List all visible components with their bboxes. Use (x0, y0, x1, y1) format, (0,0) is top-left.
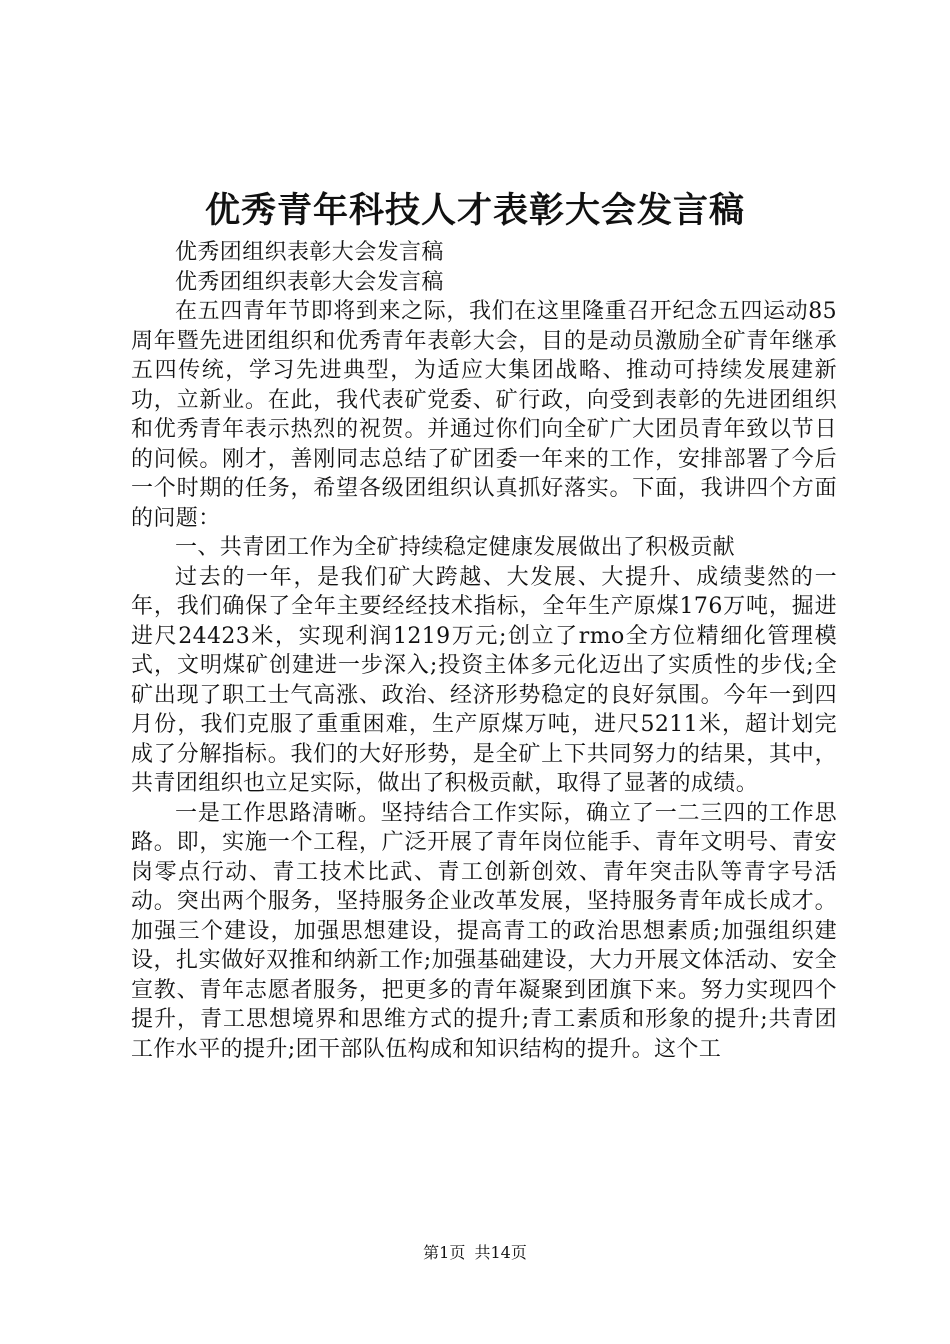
document-body (131, 238, 837, 1064)
section-heading-1: 一、共青团工作为全矿持续稳定健康发展做出了积极贡献 (175, 535, 736, 560)
paragraph-work-approach: 一是工作思路清晰。坚持结合工作实际，确立了一二三四的工作思路。即，实施一个工程，广泛开展了青年岗位能手、青年文明号、青安岗零点行动、青工技术比武、青工创新创效、青年突击队等青字号活动。突出两个服务，坚持服务企业改革发展，坚持服务青年成长成才。加强三个建设，加强思想建设，提高青工的政治思想素质;加强组织建设，扎实做好双推和纳新工作;加强基础建设，大力开展文体活动、安全宣教、青年志愿者服务，把更多的青年凝聚到团旗下来。努力实现四个提升，青工思想境界和思维方式的提升;青工素质和形象的提升;共青团工作水平的提升;团干部队伍构成和知识结构的提升。这个工 (131, 800, 837, 1062)
paragraph-subtitle-1: 优秀团组织表彰大会发言稿 (175, 240, 444, 265)
page-total: 共14页 (474, 1243, 527, 1262)
page-footer (0, 1241, 950, 1265)
paragraph-intro: 在五四青年节即将到来之际，我们在这里隆重召开纪念五四运动85周年暨先进团组织和优秀青年表彰大会，目的是动员激励全矿青年继承五四传统，学习先进典型，为适应大集团战略、推动可持续发展建新功，立新业。在此，我代表矿党委、矿行政，向受到表彰的先进团组织和优秀青年表示热烈的祝贺。并通过你们向全矿广大团员青年致以节日的问候。刚才，善刚同志总结了矿团委一年来的工作，安排部署了今后一个时期的任务，希望各级团组织认真抓好落实。下面，我讲四个方面的问题： (131, 299, 837, 531)
page-number: 第1页 (423, 1243, 466, 1262)
paragraph-achievements: 过去的一年，是我们矿大跨越、大发展、大提升、成绩斐然的一年，我们确保了全年主要经经技术指标，全年生产原煤176万吨，掘进进尺24423米，实现利润1219万元;创立了rmo全方位精细化管理模式，文明煤矿创建进一步深入;投资主体多元化迈出了实质性的步伐;全矿出现了职工士气高涨、政治、经济形势稳定的良好氛围。今年一到四月份，我们克服了重重困难，生产原煤万吨，进尺5211米，超计划完成了分解指标。我们的大好形势，是全矿上下共同努力的结果，其中，共青团组织也立足实际，做出了积极贡献，取得了显著的成绩。 (131, 564, 837, 796)
page-title: 优秀青年科技人才表彰大会发言稿 (204, 190, 745, 231)
paragraph-subtitle-2: 优秀团组织表彰大会发言稿 (175, 269, 444, 295)
